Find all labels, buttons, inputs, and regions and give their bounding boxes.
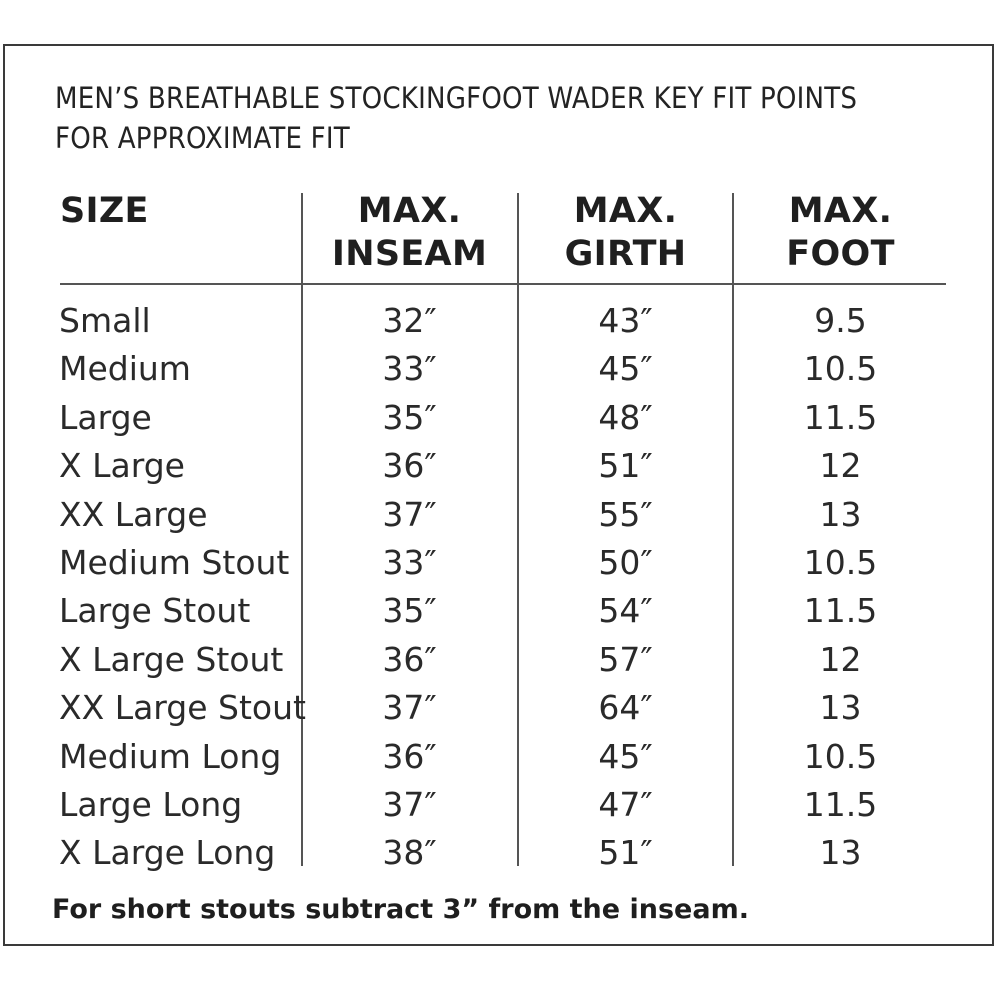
foot-cell: 11.5: [803, 784, 878, 824]
inseam-cell: 36″: [382, 639, 437, 679]
chart-title: [55, 78, 955, 158]
chart-title-line-1: MEN’S BREATHABLE STOCKINGFOOT WADER KEY FIT POINTS: [55, 81, 858, 115]
size-cell: Medium: [59, 349, 191, 389]
header-max-inseam-line-2: INSEAM: [331, 234, 488, 274]
girth-cell: 48″: [598, 397, 653, 437]
inseam-cell: 37″: [382, 494, 437, 534]
table-row: [0, 297, 1000, 345]
table-row: [0, 394, 1000, 442]
inseam-cell: 33″: [382, 349, 437, 389]
table-row: [0, 345, 1000, 393]
size-cell: Large: [59, 397, 152, 437]
inseam-cell: 37″: [382, 688, 437, 728]
size-cell: Large Stout: [59, 591, 251, 631]
girth-cell: 55″: [598, 494, 653, 534]
girth-cell: 54″: [598, 591, 653, 631]
header-size-label: SIZE: [60, 191, 149, 231]
girth-cell: 51″: [598, 446, 653, 486]
table-row: [0, 733, 1000, 781]
size-cell: X Large Long: [59, 833, 276, 873]
table-row: [0, 442, 1000, 490]
girth-cell: 47″: [598, 784, 653, 824]
foot-cell: 13: [819, 688, 862, 728]
table-row: [0, 684, 1000, 732]
girth-cell: 51″: [598, 833, 653, 873]
header-max-girth-line-1: MAX.: [573, 191, 678, 231]
inseam-cell: 32″: [382, 301, 437, 340]
girth-cell: 45″: [598, 349, 653, 389]
header-divider: [60, 283, 946, 285]
size-cell: X Large Stout: [59, 639, 284, 679]
inseam-cell: 35″: [382, 591, 437, 631]
foot-cell: 9.5: [814, 301, 867, 340]
header-max-inseam: [302, 190, 517, 276]
table-row: [0, 539, 1000, 587]
inseam-cell: 38″: [382, 833, 437, 873]
girth-cell: 43″: [598, 301, 653, 340]
table-row: [0, 829, 1000, 877]
girth-cell: 50″: [598, 542, 653, 582]
table-row: [0, 491, 1000, 539]
foot-cell: 10.5: [803, 736, 878, 776]
girth-cell: 64″: [598, 688, 653, 728]
chart-title-line-2: FOR APPROXIMATE FIT: [55, 121, 350, 155]
size-cell: Medium Stout: [59, 542, 290, 582]
girth-cell: 57″: [598, 639, 653, 679]
size-cell: Small: [59, 301, 151, 340]
header-max-foot-line-1: MAX.: [788, 191, 893, 231]
footnote: For short stouts subtract 3” from the inseam.: [52, 894, 749, 925]
header-max-foot: [733, 190, 948, 276]
table-row: [0, 587, 1000, 635]
header-max-girth: [518, 190, 733, 276]
table-row: [0, 636, 1000, 684]
table-row: [0, 781, 1000, 829]
foot-cell: 13: [819, 494, 862, 534]
inseam-cell: 36″: [382, 446, 437, 486]
foot-cell: 11.5: [803, 397, 878, 437]
inseam-cell: 33″: [382, 542, 437, 582]
foot-cell: 10.5: [803, 349, 878, 389]
header-size: [60, 190, 149, 233]
foot-cell: 12: [819, 446, 862, 486]
size-cell: XX Large Stout: [59, 688, 306, 728]
foot-cell: 13: [819, 833, 862, 873]
foot-cell: 11.5: [803, 591, 878, 631]
size-cell: XX Large: [59, 494, 208, 534]
size-cell: X Large: [59, 446, 185, 486]
foot-cell: 12: [819, 639, 862, 679]
size-cell: Medium Long: [59, 736, 282, 776]
size-table-body: [0, 297, 1000, 878]
header-max-foot-line-2: FOOT: [786, 234, 895, 274]
inseam-cell: 35″: [382, 397, 437, 437]
size-cell: Large Long: [59, 784, 243, 824]
girth-cell: 45″: [598, 736, 653, 776]
inseam-cell: 37″: [382, 784, 437, 824]
inseam-cell: 36″: [382, 736, 437, 776]
header-max-inseam-line-1: MAX.: [357, 191, 462, 231]
header-max-girth-line-2: GIRTH: [564, 234, 687, 274]
foot-cell: 10.5: [803, 542, 878, 582]
